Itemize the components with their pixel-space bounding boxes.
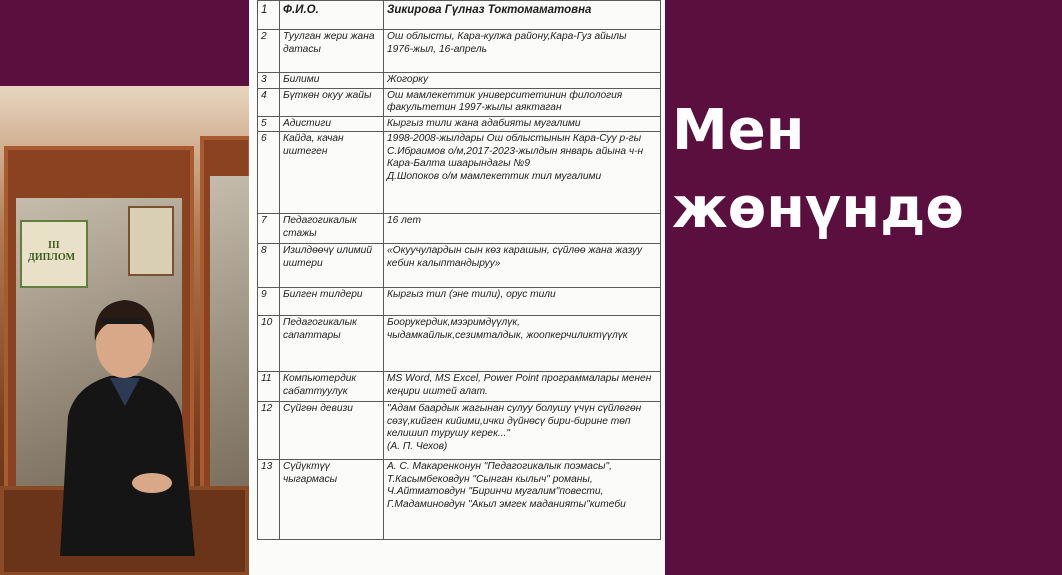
field-label: Педагогикалык сапаттары [280, 316, 384, 372]
field-value: Боорукердик,мээримдүүлүк, чыдамкайлык,сезимталдык, жоопкерчиликтүүлүк [384, 316, 661, 372]
table-row [258, 244, 661, 288]
table-row [258, 30, 661, 73]
field-label: Кайда, качан иштеген [280, 132, 384, 214]
field-value: Ош облысты, Кара-кулжа району,Кара-Гуз айылы 1976-жыл, 16-апрель [384, 30, 661, 73]
row-number: 4 [258, 88, 280, 116]
field-label: Билген тилдери [280, 288, 384, 316]
field-label: Сүйүктүү чыгармасы [280, 460, 384, 540]
field-value: Жогорку [384, 73, 661, 89]
row-number: 1 [258, 1, 280, 30]
row-number: 9 [258, 288, 280, 316]
page-heading [672, 92, 964, 248]
field-label: Бүткөн окуу жайы [280, 88, 384, 116]
row-number: 11 [258, 372, 280, 402]
field-value: Кыргыз тили жана адабияты мугалими [384, 116, 661, 132]
table-row [258, 460, 661, 540]
field-value: 1998-2008-жылдары Ош облыстынын Кара-Суу р-гы С.Ибраимов о/м,2017-2023-жылдын январь айына ч-н Кара-Балта шаарындагы №9 Д.Шопоков о/м мамлекеттик тил мугалими [384, 132, 661, 214]
teacher-photo [0, 86, 249, 575]
field-label: Адистиги [280, 116, 384, 132]
teacher-figure [0, 86, 249, 575]
info-document [249, 0, 665, 575]
row-number: 2 [258, 30, 280, 73]
field-value: Ош мамлекеттик университетинин филология факультетин 1997-жылы аяктаган [384, 88, 661, 116]
field-label: Билими [280, 73, 384, 89]
row-number: 5 [258, 116, 280, 132]
table-row [258, 402, 661, 460]
heading-line-2: жөнүндө [672, 176, 964, 241]
diploma-label-top: III [48, 240, 60, 251]
table-row [258, 372, 661, 402]
field-value: «Окуучулардын сын көз карашын, сүйлөө жана жазуу кебин калыптандыруу» [384, 244, 661, 288]
table-row [258, 88, 661, 116]
field-label: Компьютердик сабаттуулук [280, 372, 384, 402]
field-label: Ф.И.О. [280, 1, 384, 30]
diploma-label: ДИПЛОМ [28, 252, 76, 263]
field-label: Сүйгөн девизи [280, 402, 384, 460]
heading-line-1: Мен [672, 98, 805, 163]
field-value: "Адам баардык жагынан сулуу болушу үчүн сүйлөгөн сөзү,кийген кийими,ички дүйнөсү бири-бирине төп келишип турушу керек..." (А. П. Чехов) [384, 402, 661, 460]
row-number: 10 [258, 316, 280, 372]
field-value: Зикирова Гүлназ Токтомаматовна [384, 1, 661, 30]
table-row [258, 316, 661, 372]
table-row [258, 132, 661, 214]
table-row [258, 214, 661, 244]
field-value: Кыргыз тил (эне тили), орус тили [384, 288, 661, 316]
field-value: А. С. Макаренконун "Педагогикалык поэмасы", Т.Касымбековдун "Сынган кылыч" романы, Ч.Айтматовдун "Биринчи мугалим"повести, Г.Мадаминовдун "Акыл эмгек маданияты"китеби [384, 460, 661, 540]
row-number: 6 [258, 132, 280, 214]
field-label: Педагогикалык стажы [280, 214, 384, 244]
row-number: 13 [258, 460, 280, 540]
row-number: 3 [258, 73, 280, 89]
field-value: MS Word, MS Excel, Power Point программалары менен кеңири иштей алат. [384, 372, 661, 402]
table-row [258, 116, 661, 132]
info-table [257, 0, 661, 540]
table-row [258, 1, 661, 30]
field-value: 16 лет [384, 214, 661, 244]
field-label: Туулган жери жана датасы [280, 30, 384, 73]
table-row [258, 288, 661, 316]
table-row [258, 73, 661, 89]
row-number: 8 [258, 244, 280, 288]
row-number: 7 [258, 214, 280, 244]
row-number: 12 [258, 402, 280, 460]
field-label: Изилдөөчү илимий иштери [280, 244, 384, 288]
